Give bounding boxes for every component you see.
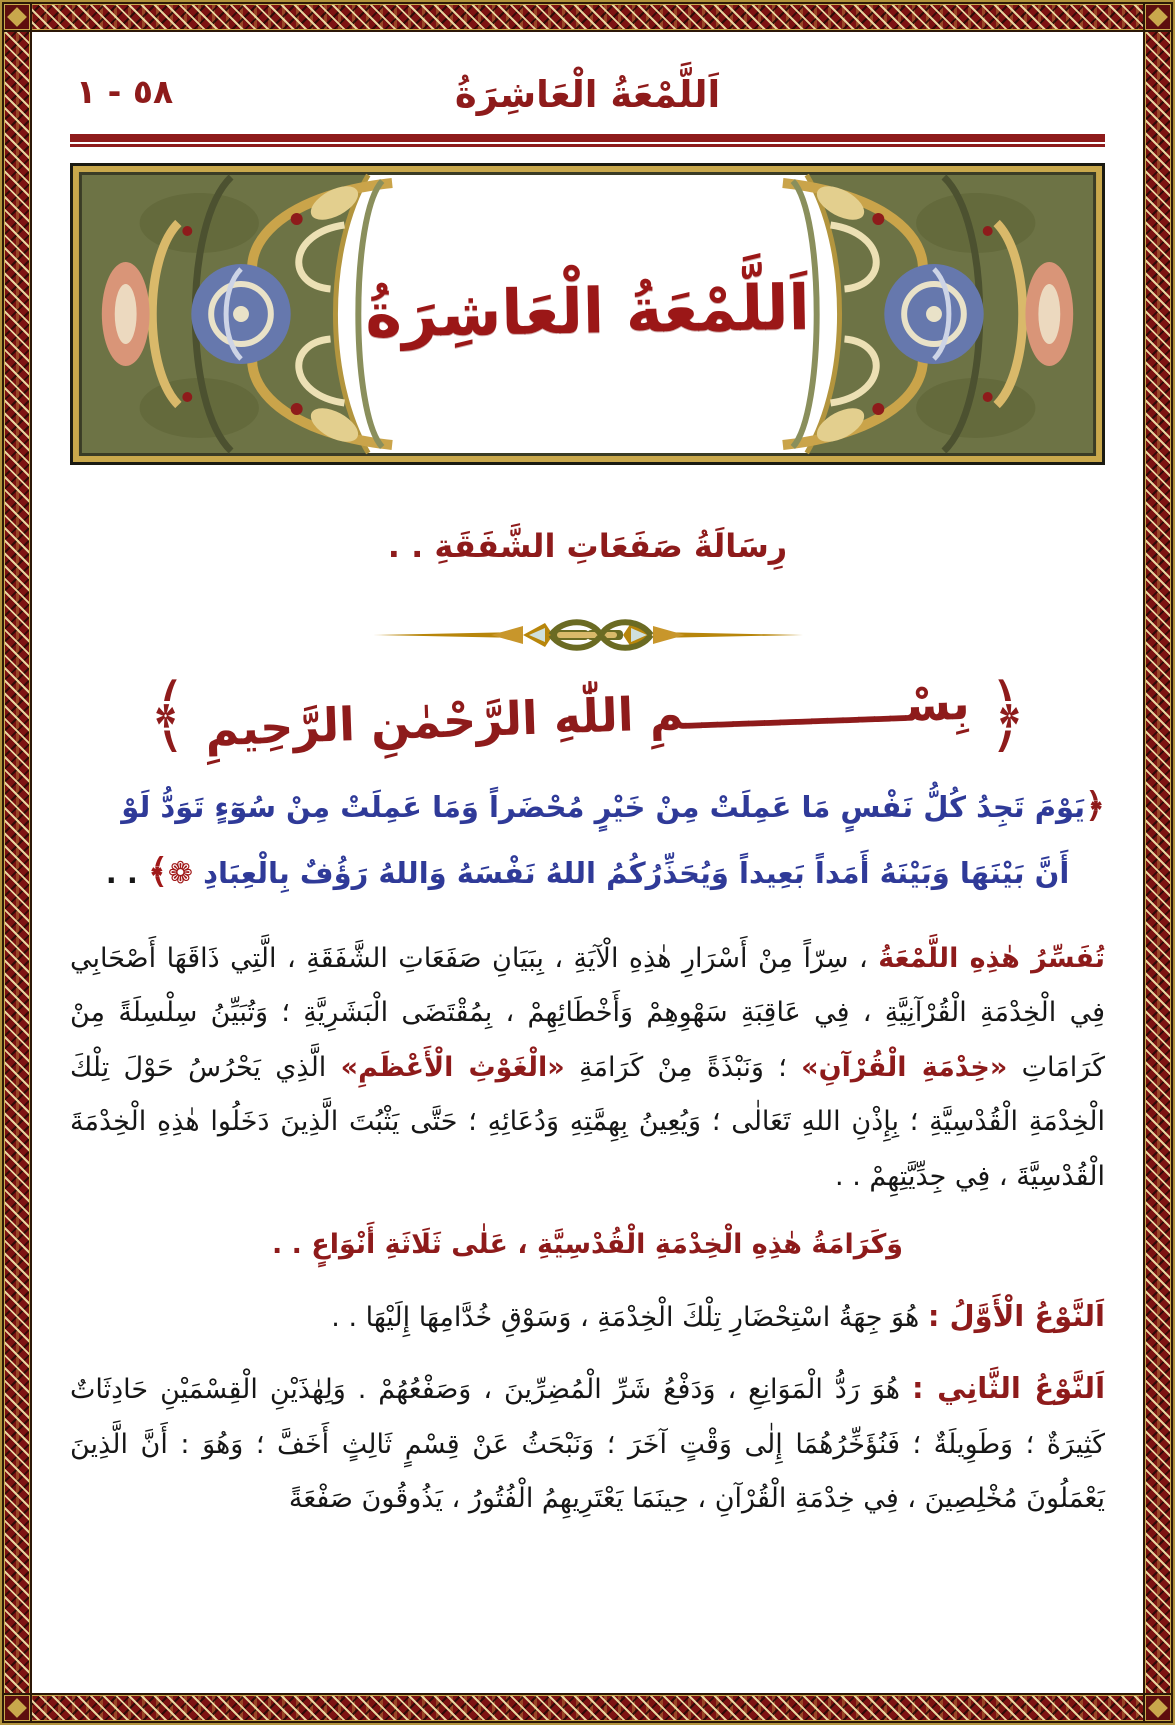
page-number: ٥٨ - ١ [76, 72, 174, 111]
flash-title: اَللَّمْعَةُ الْعَاشِرَةُ [364, 270, 811, 352]
body-text [70, 932, 1105, 1527]
basmala-bracket-icon: ﴿ [987, 667, 1027, 764]
basmala-text: بِسْــــــــــــــمِ اللّٰهِ الرَّحْمٰنِ الرَّحِيمِ [204, 675, 971, 757]
ornamental-border-right [1143, 2, 1173, 1723]
verse-text-1: يَوْمَ تَجِدُ كُلُّ نَفْسٍ مَا عَمِلَتْ مِنْ خَيْرٍ مُحْضَراً وَمَا عَمِلَتْ مِنْ سُوٓءٍ تَوَدُّ لَوْ [121, 790, 1086, 824]
section-heading-three-kinds: وَكَرَامَةُ هٰذِهِ الْخِدْمَةِ الْقُدْسِيَّةِ ، عَلٰى ثَلَاثَةِ أَنْوَاعٍ . . [271, 1229, 904, 1261]
illuminated-title-panel [70, 163, 1105, 465]
verse-trailing-dots: . . [105, 856, 138, 891]
verse-open-bracket-icon: ﴿ [1085, 786, 1105, 826]
type-first-text: هُوَ جِهَةُ اسْتِحْضَارِ تِلْكَ الْخِدْمَةِ ، وَسَوْقِ خُدَّامِهَا إِلَيْهَا . . [331, 1301, 928, 1333]
paragraph-1-segment: ؛ وَنَبْذَةً مِنْ كَرَامَةِ [564, 1051, 802, 1083]
verse-line-1 [70, 773, 1105, 839]
paragraph-type-second [70, 1359, 1105, 1527]
page-header [70, 62, 1105, 126]
border-corner-icon [1143, 1693, 1173, 1723]
ornamental-border-top [2, 2, 1173, 32]
header-double-rule [70, 134, 1105, 147]
type-first-label: اَلنَّوْعُ الْأَوَّلُ : [927, 1298, 1105, 1333]
ornamental-border-bottom [2, 1693, 1173, 1723]
paragraph-1-segment: ، سِرّاً مِنْ أَسْرَارِ هٰذِهِ الْآيَةِ ، بِبَيَانِ صَفَعَاتِ الشَّفَقَةِ ، الَّتِي ذَاقَهَا أَصْحَابِي فِي الْخِدْمَةِ الْقُرْآنِيَّةِ ، فِي عَاقِبَةِ سَهْوِهِمْ وَأَخْطَائِهِمْ ، بِمُقْتَضَى الْبَشَرِيَّةِ ؛ وَتُبَيِّنُ سِلْسِلَةً مِنْ كَرَامَاتِ [70, 942, 1105, 1083]
divider [70, 613, 1105, 657]
keyword-service-of-quran: «خِدْمَةِ الْقُرْآنِ» [801, 1051, 1008, 1083]
ornamental-border-left [2, 2, 32, 1723]
border-corner-icon [2, 2, 32, 32]
border-corner-icon [2, 1693, 32, 1723]
quran-verse [70, 773, 1105, 906]
keyword-greatest-succour: «الْغَوْثِ الْأَعْظَمِ» [340, 1051, 565, 1083]
basmala-bracket-icon: ﴾ [148, 667, 188, 764]
verse-line-2 [70, 839, 1105, 905]
treatise-subtitle: رِسَالَةُ صَفَعَاتِ الشَّفَقَةِ . . [387, 527, 788, 565]
running-head-title: اَللَّمْعَةُ الْعَاشِرَةُ [454, 72, 721, 116]
knot-divider-ornament-icon [373, 613, 803, 657]
paragraph-1 [70, 932, 1105, 1205]
type-second-label: اَلنَّوْعُ الثَّانِي : [912, 1371, 1106, 1406]
verse-close-bracket-icon: ﴾ [147, 852, 168, 893]
type-second-text: هُوَ رَدُّ الْمَوَانِعِ ، وَدَفْعُ شَرِّ الْمُضِرِّينَ ، وَصَفْعُهُمْ . وَلِهٰذَيْنِ الْقِسْمَيْنِ حَادِثَاتٌ كَثِيرَةٌ ؛ وَطَوِيلَةٌ ؛ فَنُؤَخِّرُهُمَا إِلٰى وَقْتٍ آخَرَ ؛ وَنَبْحَثُ عَنْ قِسْمٍ ثَالِثٍ أَخَفَّ ؛ وَهُوَ : أَنَّ الَّذِينَ يَعْمَلُونَ مُخْلِصِينَ ، فِي خِدْمَةِ الْقُرْآنِ ، حِينَمَا يَعْتَرِيهِمُ الْفُتُورُ ، يَذُوقُونَ صَفْعَةً [70, 1374, 1105, 1515]
lead-phrase: تُفَسِّرُ هٰذِهِ اللَّمْعَةُ [878, 942, 1106, 974]
paragraph-1-segment: الَّذِي يَحْرُسُ حَوْلَ تِلْكَ الْخِدْمَةِ الْقُدْسِيَّةِ ؛ بِإِذْنِ اللهِ تَعَالٰى ؛ وَيُعِينُ بِهِمَّتِهِ وَدُعَائِهِ ؛ حَتَّى يَثْبُتَ الَّذِينَ دَخَلُوا هٰذِهِ الْخِدْمَةَ الْقُدْسِيَّةَ ، فِي جِدِّيَّتِهِمْ . . [70, 1051, 1105, 1192]
verse-end-rosette-icon: ❁ [167, 856, 194, 892]
border-corner-icon [1143, 2, 1173, 32]
page-content [32, 32, 1143, 1693]
basmala [70, 667, 1105, 764]
verse-text-2: أَنَّ بَيْنَهَا وَبَيْنَهُ أَمَداً بَعِيداً وَيُحَذِّرُكُمُ اللهُ نَفْسَهُ وَاللهُ رَؤُفٌ بِالْعِبَادِ [203, 856, 1070, 891]
paragraph-type-first [70, 1287, 1105, 1346]
